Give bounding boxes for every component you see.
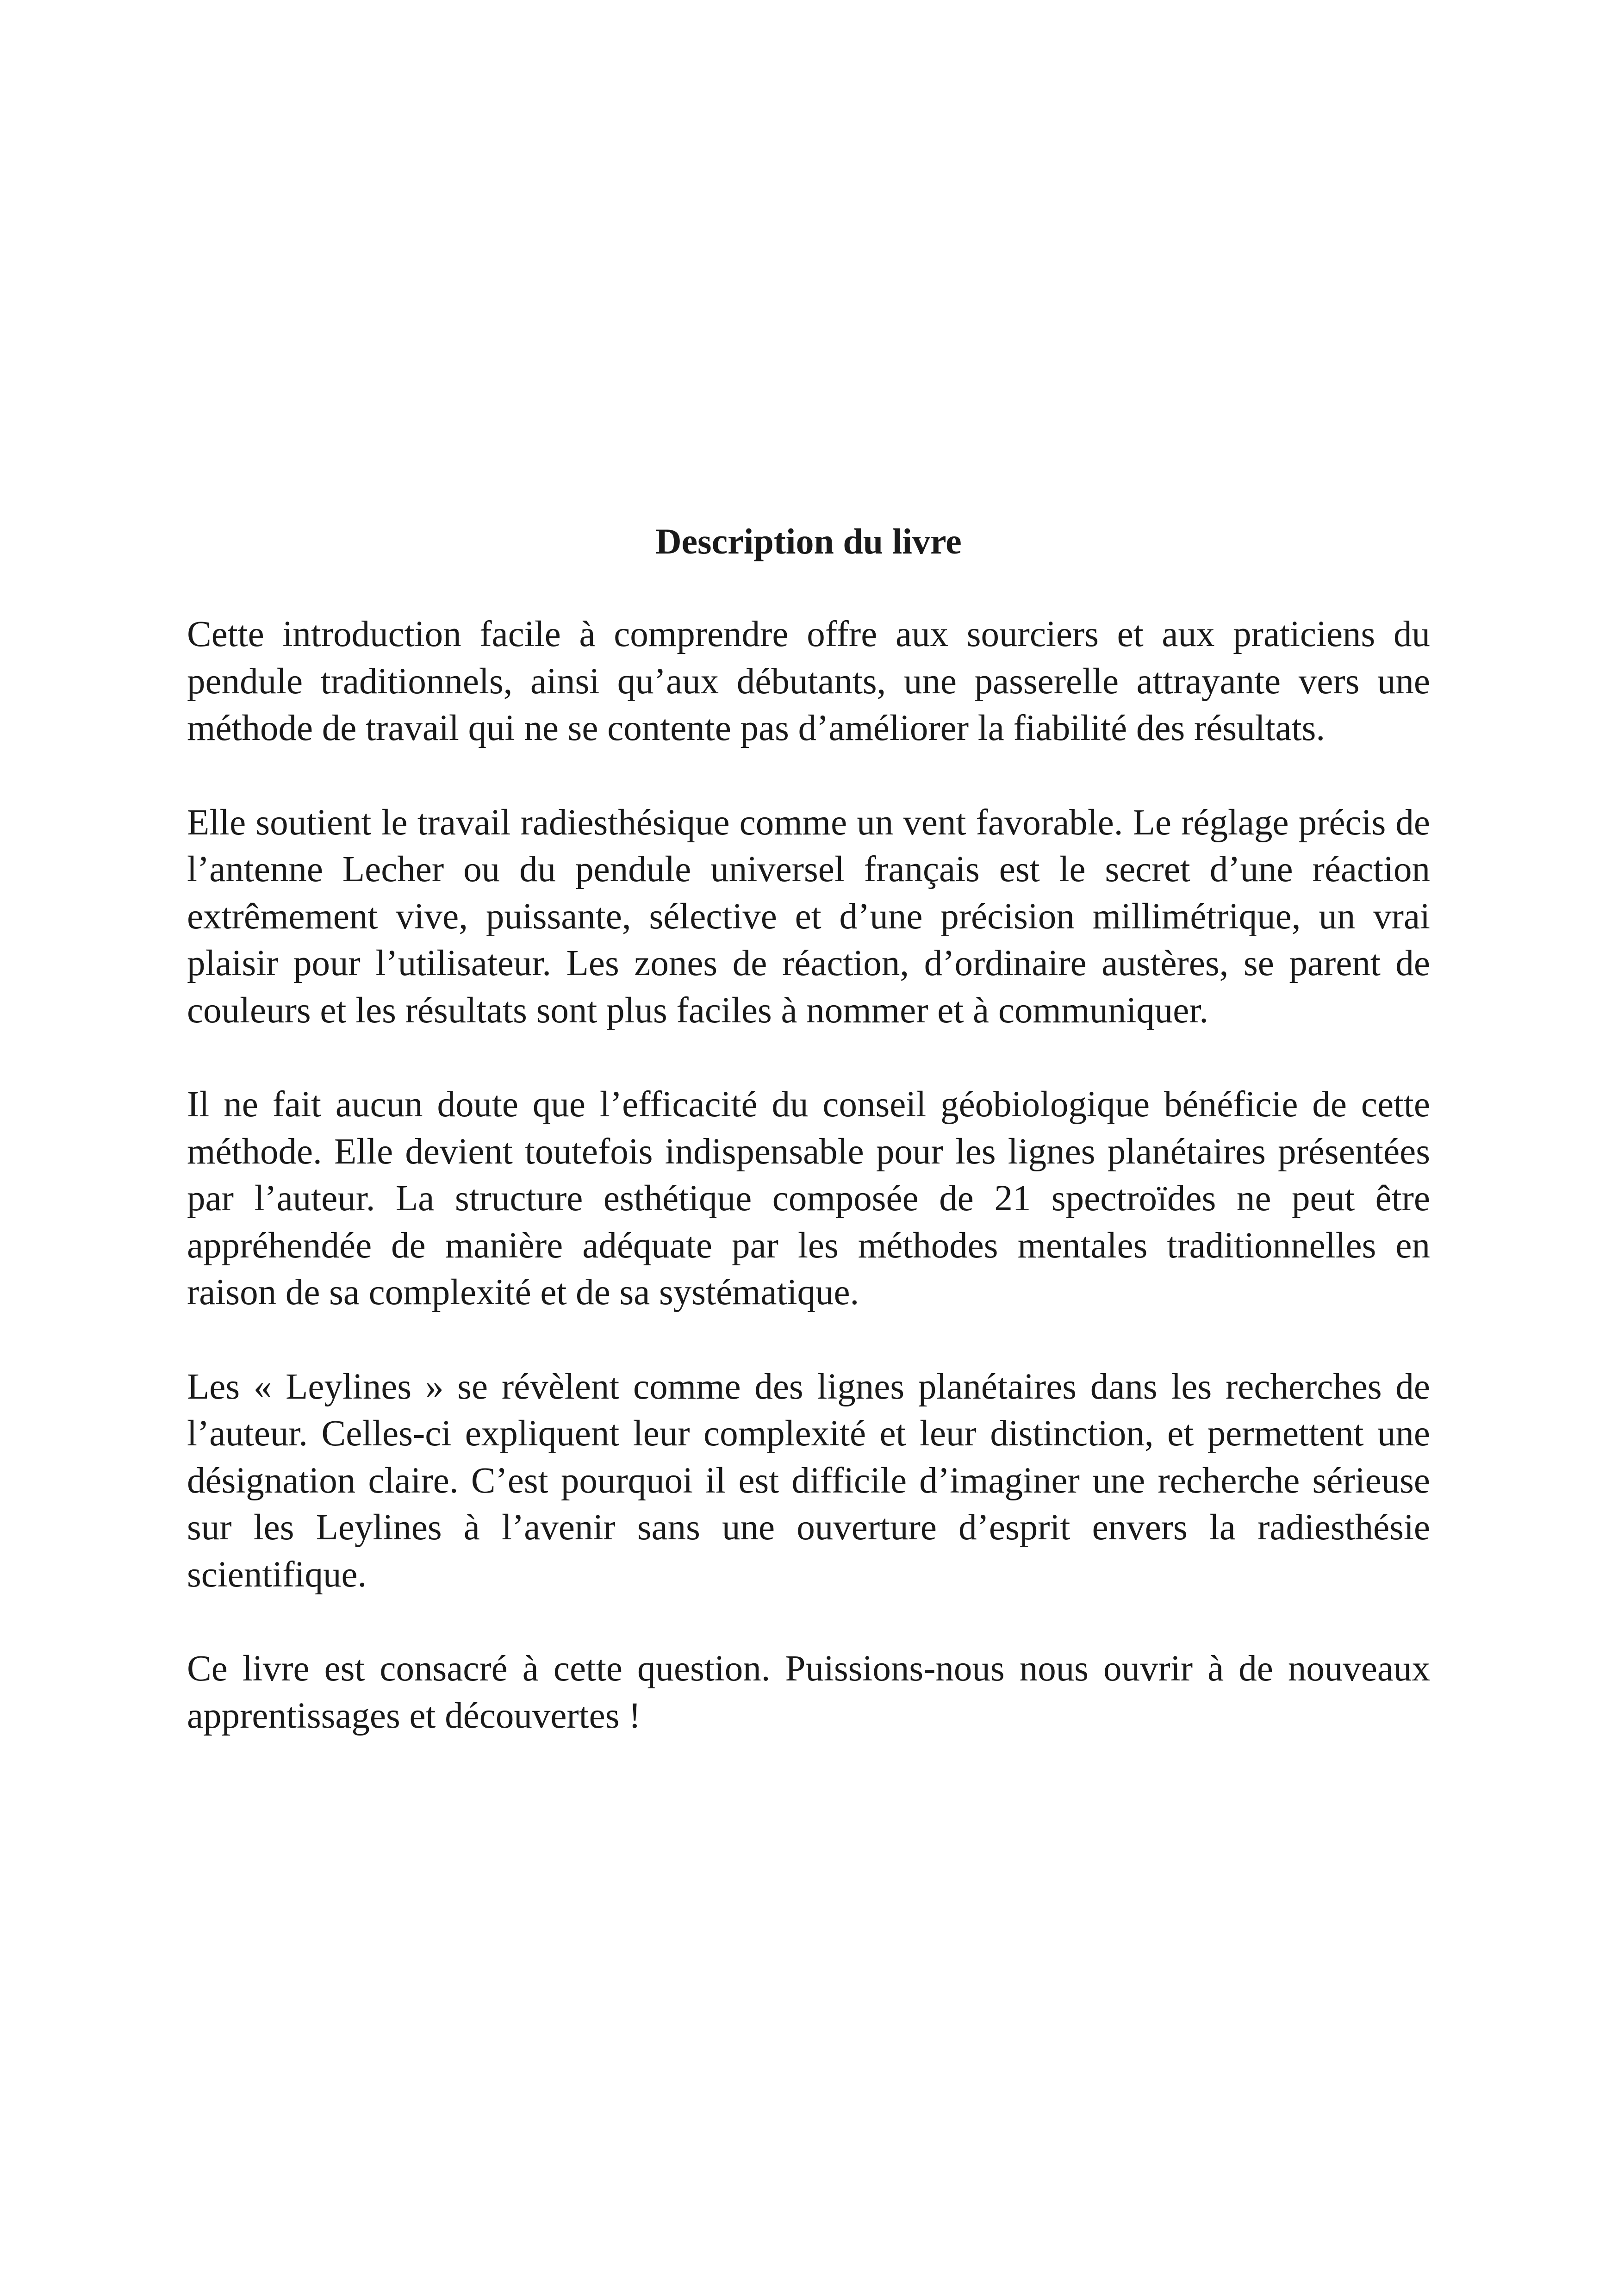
paragraph-3: Il ne fait aucun doute que l’efficacité du conseil géobiologique bénéficie de cette méthode. Elle devient toutefois indispensable pour les lignes planétaires présentées par l’auteur. La structure esthétique composée de 21 spectroïdes ne peut être appréhendée de manière adéquate par les méthodes mentales traditionnelles en raison de sa complexité et de sa systématique. bbox=[187, 1084, 1430, 1313]
paragraph-4: Les « Leylines » se révèlent comme des lignes planétaires dans les recherches de l’auteur. Celles-ci expliquent leur complexité et leur distinction, et permettent une désignation claire. C’est pourquoi il est difficile d’imaginer une recherche sérieuse sur les Leylines à l’avenir sans une ouverture d’esprit envers la radiesthésie scientifique. bbox=[187, 1366, 1430, 1595]
book-description bbox=[187, 516, 1430, 1739]
paragraph-2: Elle soutient le travail radiesthésique comme un vent favorable. Le réglage précis de l’antenne Lecher ou du pendule universel français est le secret d’une réaction extrêmement vive, puissante, sélective et d’une précision millimétrique, un vrai plaisir pour l’utilisateur. Les zones de réaction, d’ordinaire austères, se parent de couleurs et les résultats sont plus faciles à nommer et à communiquer. bbox=[187, 802, 1430, 1031]
paragraph-5: Ce livre est consacré à cette question. Puissions-nous nous ouvrir à de nouveaux apprentissages et découvertes ! bbox=[187, 1649, 1430, 1736]
page-title: Description du livre bbox=[655, 521, 962, 561]
paragraph-1: Cette introduction facile à comprendre offre aux sourciers et aux praticiens du pendule traditionnels, ainsi qu’aux débutants, une passerelle attrayante vers une méthode de travail qui ne se contente pas d’améliorer la fiabilité des résultats. bbox=[187, 614, 1430, 748]
